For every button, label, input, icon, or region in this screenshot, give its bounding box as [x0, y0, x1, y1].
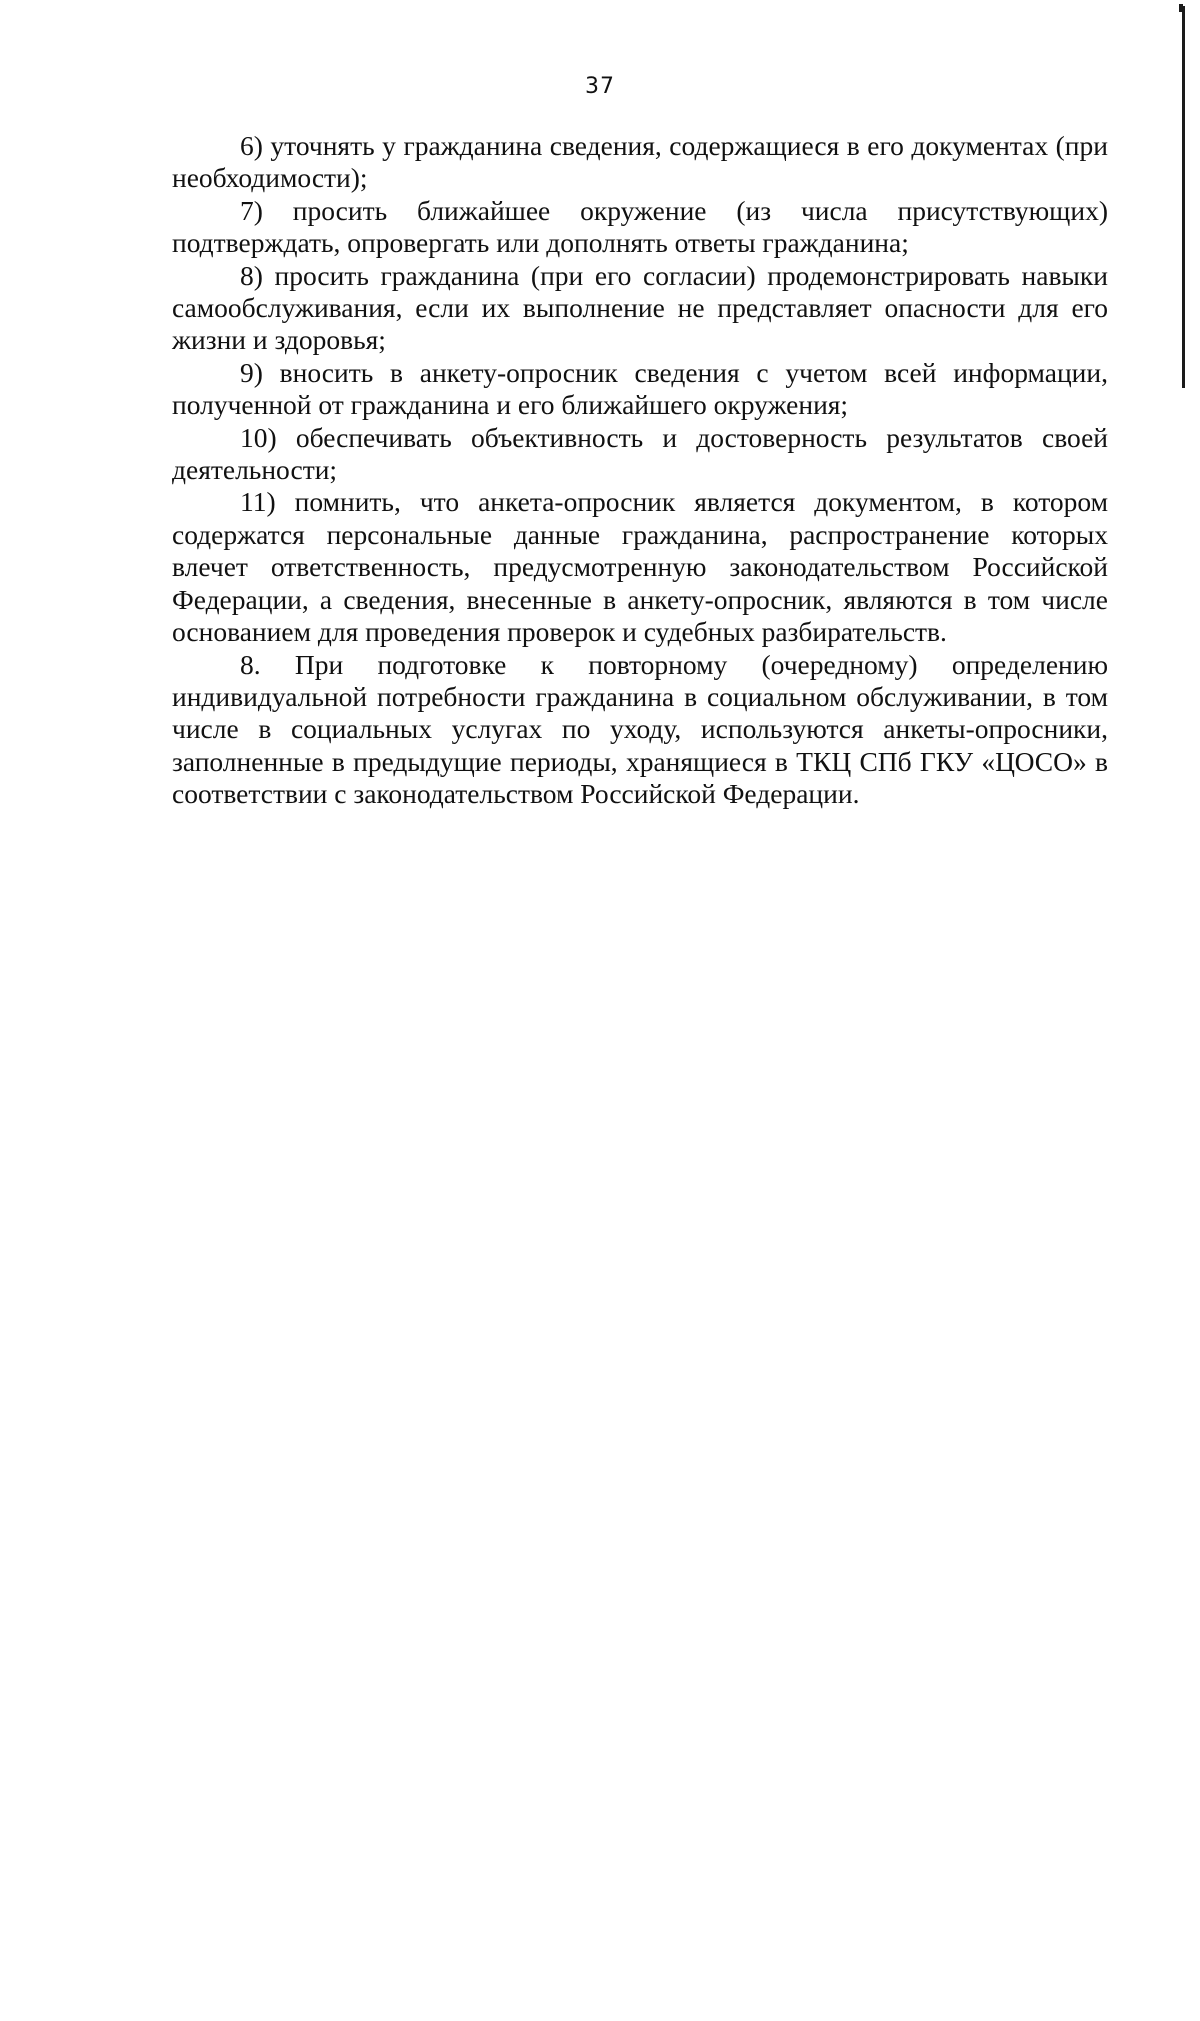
list-item-9: 9) вносить в анкету-опросник сведения с учетом всей информации, полученной от гражданина и его ближайшего окружения; — [172, 356, 1108, 421]
list-item-10: 10) обеспечивать объективность и достоверность результатов своей деятельности; — [172, 421, 1108, 486]
list-item-11: 11) помнить, что анкета-опросник является документом, в котором содержатся персональные данные гражданина, распространение которых влечет ответственность, предусмотренную законодательством Российской Федерации, а сведения, внесенные в анкету-опросник, являются в том числе основанием для проведения проверок и судебных разбирательств. — [172, 486, 1108, 648]
list-item-7: 7) просить ближайшее окружение (из числа присутствующих) подтверждать, опровергать или дополнять ответы гражданина; — [172, 194, 1108, 259]
scan-edge-line — [1182, 6, 1185, 388]
document-body — [172, 130, 1108, 811]
section-8-paragraph: 8. При подготовке к повторному (очередному) определению индивидуальной потребности гражданина в социальном обслуживании, в том числе в социальных услугах по уходу, используются анкеты-опросники, заполненные в предыдущие периоды, хранящиеся в ТКЦ СПб ГКУ «ЦОСО» в соответствии с законодательством Российской Федерации. — [172, 648, 1108, 810]
list-item-6: 6) уточнять у гражданина сведения, содержащиеся в его документах (при необходимости); — [172, 130, 1108, 194]
page-number: 37 — [585, 74, 615, 99]
list-item-8: 8) просить гражданина (при его согласии) продемонстрировать навыки самообслуживания, если их выполнение не представляет опасности для его жизни и здоровья; — [172, 259, 1108, 356]
